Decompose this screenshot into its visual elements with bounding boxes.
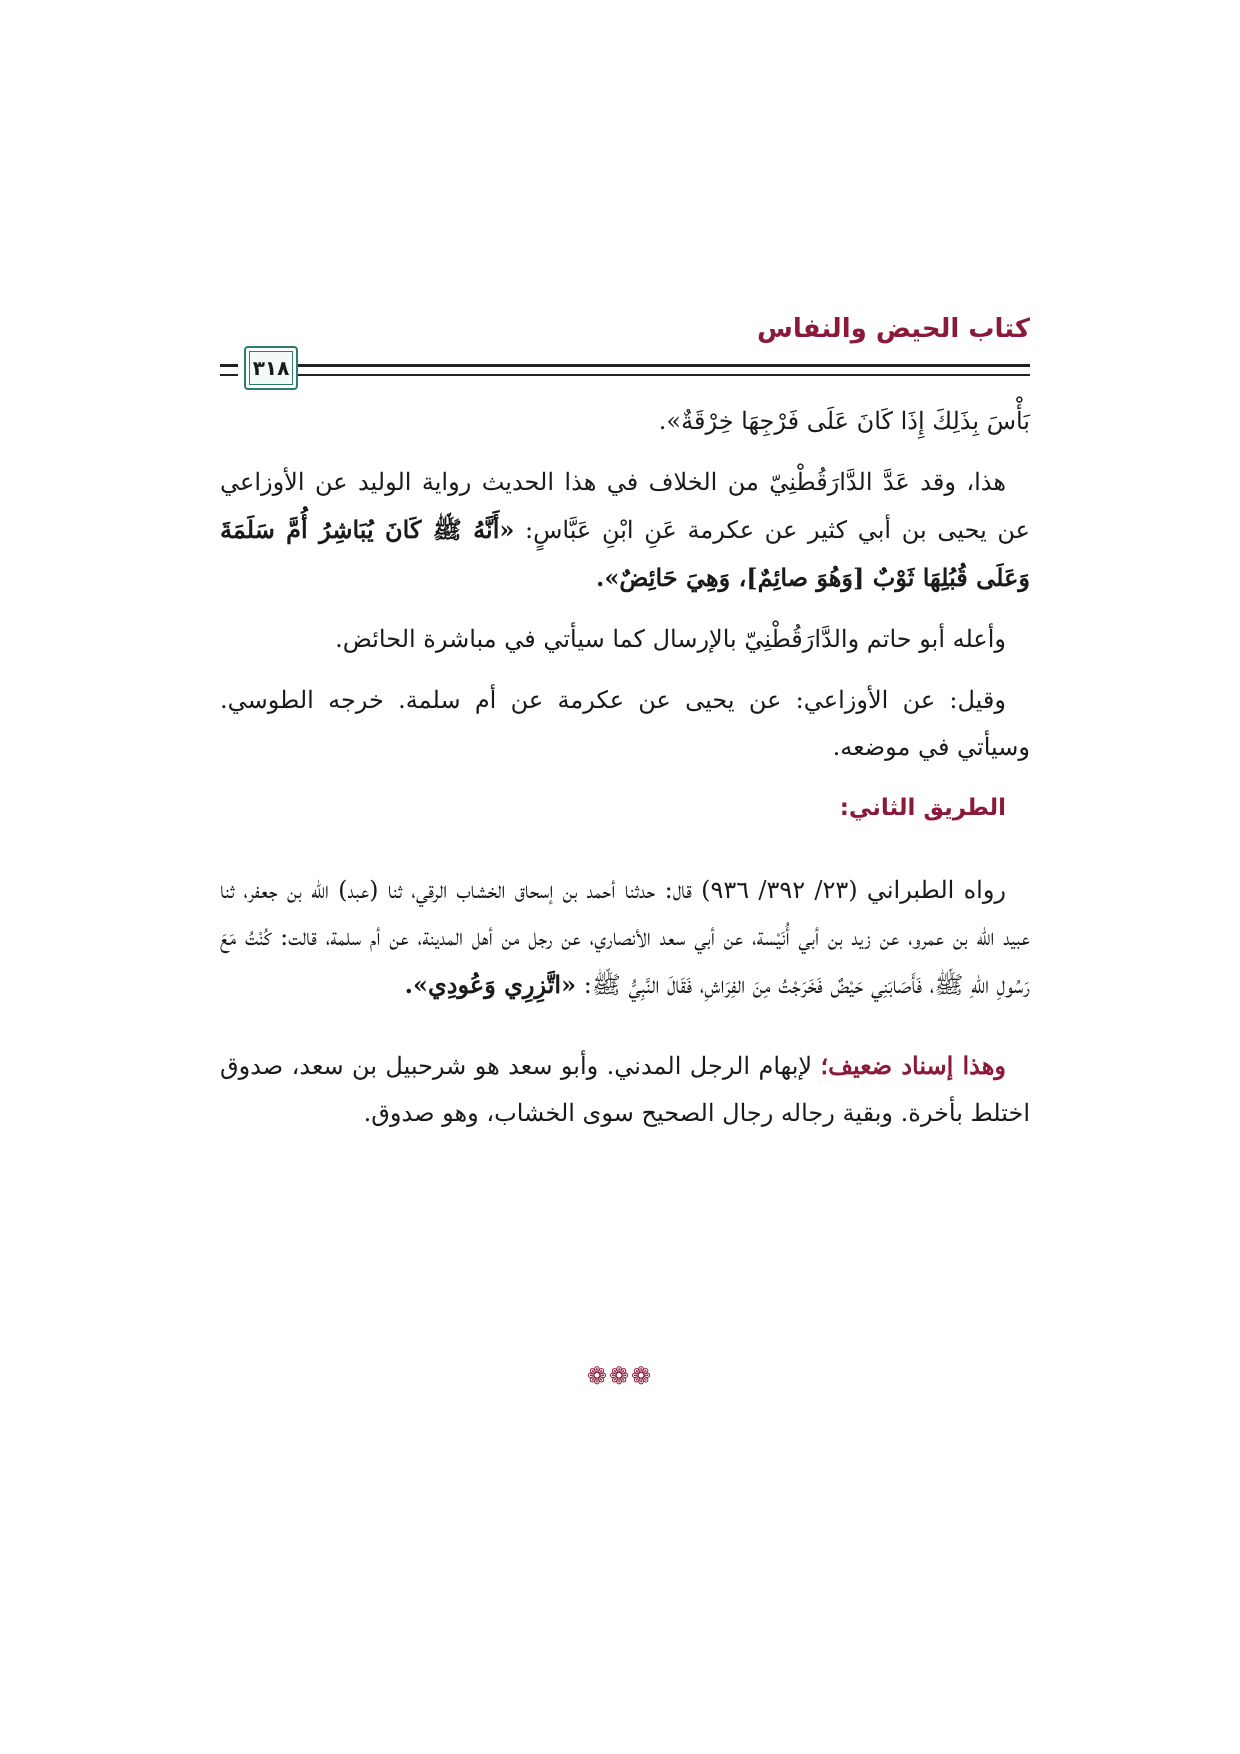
- end-ornament: ❁❁❁: [586, 1362, 654, 1390]
- paragraph-1: [220, 398, 1030, 445]
- page-number-frame: [244, 346, 298, 390]
- verdict-highlight: وهذا إسناد ضعيف؛: [820, 1051, 1006, 1080]
- paragraph-3-text: وأعله أبو حاتم والدَّارَقُطْنِيّ بالإرسال كما سيأتي في مباشرة الحائض.: [335, 625, 1006, 653]
- hadith-quote-2: «اتَّزِرِي وَعُودِي».: [404, 970, 577, 999]
- paragraph-2-text: هذا، وقد عَدَّ الدَّارَقُطْنِيّ من الخلاف في هذا الحديث رواية الوليد عن الأوزاعي عن يحيى بن أبي كثير عن عكرمة عَنِ ابْنِ عَبَّاسٍ:: [220, 468, 1030, 544]
- running-title: كتاب الحيض والنفاس: [756, 314, 1030, 344]
- page-number: ٣١٨: [252, 356, 290, 380]
- header-rule-bottom: [290, 374, 1030, 376]
- paragraph-2: [220, 459, 1030, 602]
- page-header: [220, 310, 1030, 390]
- paragraph-divider: [220, 1023, 1030, 1024]
- paragraph-4: [220, 677, 1030, 771]
- paragraph-3: [220, 616, 1030, 663]
- section-divider: [220, 848, 1030, 849]
- header-rule-top: [290, 364, 1030, 367]
- header-rule-left-top: [220, 364, 238, 367]
- paragraph-1-text: بَأْسَ بِذَلِكَ إِذَا كَانَ عَلَى فَرْجِهَا خِرْقَةٌ».: [658, 407, 1030, 435]
- header-rule-left-bottom: [220, 374, 238, 376]
- section-heading: الطريق الثاني:: [839, 795, 1006, 821]
- paragraph-6: [220, 1042, 1030, 1137]
- paragraph-4-text: وقيل: عن الأوزاعي: عن يحيى عن عكرمة عن أم سلمة. خرجه الطوسي. وسيأتي في موضعه.: [220, 686, 1030, 761]
- main-text: [220, 398, 1030, 1151]
- paragraph-6-text: لإبهام الرجل المدني. وأبو سعد هو شرحبيل بن سعد، صدوق اختلط بأخرة. وبقية رجاله رجال الصحيح سوى الخشاب، وهو صدوق.: [220, 1052, 1030, 1127]
- paragraph-5-text: رواه الطبراني (٢٣/ ٣٩٢/ ٩٣٦) قال: حدثنا أحمد بن إسحاق الخشاب الرقي، ثنا (عبد) الله بن جعفر، ثنا عبيد الله بن عمرو، عن زيد بن أبي أُنَيْسة، عن أبي سعد الأنصاري، عن رجل من أهل المدينة، عن أم سلمة، قالت: كُنْتُ مَعَ رَسُولِ اللهِ ﷺ، فَأَصَابَنِي حَيْضٌ فَخَرَجْتُ مِنَ الفِرَاشِ، فَقَالَ النَّبِيُّ ﷺ:: [220, 876, 1030, 999]
- paragraph-5: [220, 867, 1030, 1009]
- hadith-quote-1: «أَنَّهُ ﷺ كَانَ يُبَاشِرُ أُمَّ سَلَمَةَ وَعَلَى قُبُلِهَا ثَوْبٌ [وَهُوَ صائِمٌ]، وَهِيَ حَائِضٌ».: [220, 515, 1030, 592]
